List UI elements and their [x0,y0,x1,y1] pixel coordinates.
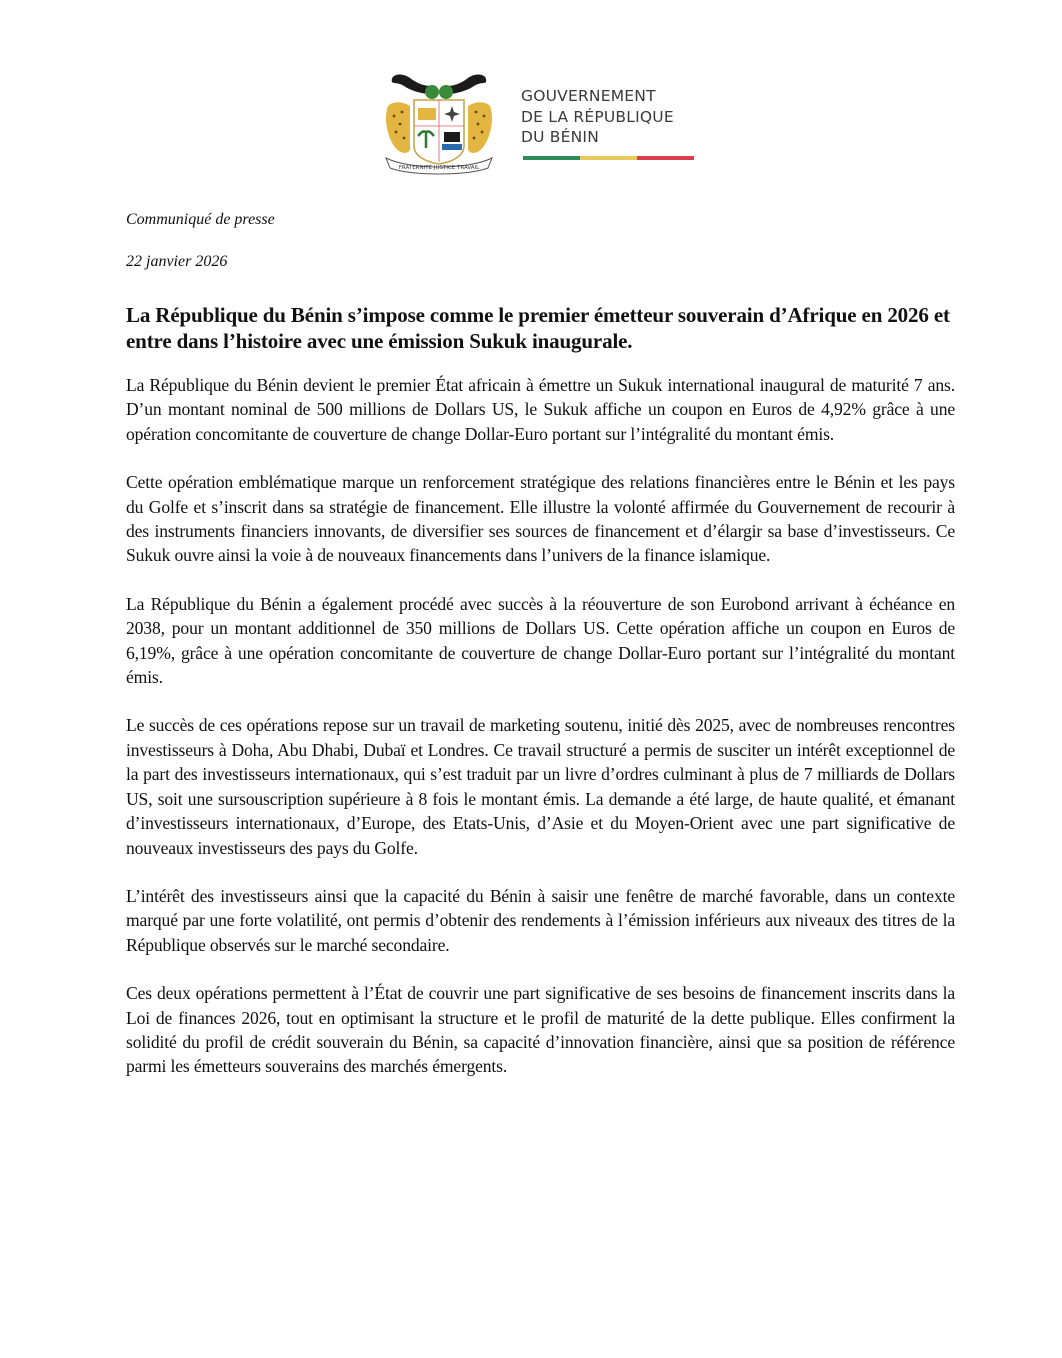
national-colors-bar [523,156,694,160]
paragraph: L’intérêt des investisseurs ainsi que la capacité du Bénin à saisir une fenêtre de marché favorable, dans un contexte marqué par une forte volatilité, ont permis d’obtenir des rendements à l’émission inférieurs aux niveaux des titres de la République observés sur le marché secondaire. [126,885,955,955]
svg-text:FRATERNITÉ JUSTICE TRAVAIL: FRATERNITÉ JUSTICE TRAVAIL [398,165,480,171]
flag-yellow-stripe [580,156,637,160]
paragraph: Cette opération emblématique marque un renforcement stratégique des relations financières entre le Bénin et les pays du Golfe et s’inscrit dans sa stratégie de financement. Elle illustre la volonté affirmée du Gouvernement de recourir à des instruments financiers innovants, de diversifier ses sources de financement et d’élargir sa base d’investisseurs. Ce Sukuk ouvre ainsi la voie à de nouveaux financements dans l’univers de la finance islamique. [126,472,955,566]
press-release-title: La République du Bénin s’impose comme le premier émetteur souverain d’Afrique en 2026 et entre dans l’histoire avec une émission Sukuk inaugurale. [126,303,950,353]
government-line-3: DU BÉNIN [521,128,599,146]
coat-of-arms-icon [380,72,498,176]
document-type: Communiqué de presse [126,211,275,228]
paragraph: Ces deux opérations permettent à l’État de couvrir une part significative de ses besoins de financement inscrits dans la Loi de finances 2026, tout en optimisant la structure et le profil de maturité de la dette publique. Elles confirment la solidité du profil de crédit souverain du Bénin, sa capacité d’innovation financière, ainsi que sa position de référence parmi les émetteurs souverains des marchés émergents. [126,983,955,1077]
government-name [521,86,674,148]
government-line-2: DE LA RÉPUBLIQUE [521,107,674,126]
flag-red-stripe [637,156,694,160]
paragraph: Le succès de ces opérations repose sur un travail de marketing soutenu, initié dès 2025, avec de nombreuses rencontres investisseurs à Doha, Abu Dhabi, Dubaï et Londres. Ce travail structuré a permis de susciter un intérêt exceptionnel de la part des investisseurs internationaux, qui s’est traduit par un livre d’ordres culminant à plus de 7 milliards de Dollars US, soit une sursouscription supérieure à 8 fois le montant émis. La demande a été large, de haute qualité, et émanant d’investisseurs internationaux, d’Europe, des Etats-Unis, d’Asie et du Moyen-Orient avec une part significative de nouveaux investisseurs des pays du Golfe. [126,715,955,858]
flag-green-stripe [523,156,580,160]
paragraph: La République du Bénin a également procédé avec succès à la réouverture de son Eurobond arrivant à échéance en 2038, pour un montant additionnel de 350 millions de Dollars US. Cette opération affiche un coupon en Euros de 6,19%, grâce à une opération concomitante de couverture de change Dollar-Euro portant sur l’intégralité du montant émis. [126,593,955,688]
press-release-body [126,210,955,1103]
letterhead [380,72,710,182]
government-line-1: GOUVERNEMENT [521,87,656,105]
document-date: 22 janvier 2026 [126,253,228,270]
paragraph: La République du Bénin devient le premier État africain à émettre un Sukuk international inaugural de maturité 7 ans. D’un montant nominal de 500 millions de Dollars US, le Sukuk affiche un coupon en Euros de 4,92% grâce à une opération concomitante de couverture de change Dollar-Euro portant sur l’intégralité du montant émis. [126,375,955,444]
